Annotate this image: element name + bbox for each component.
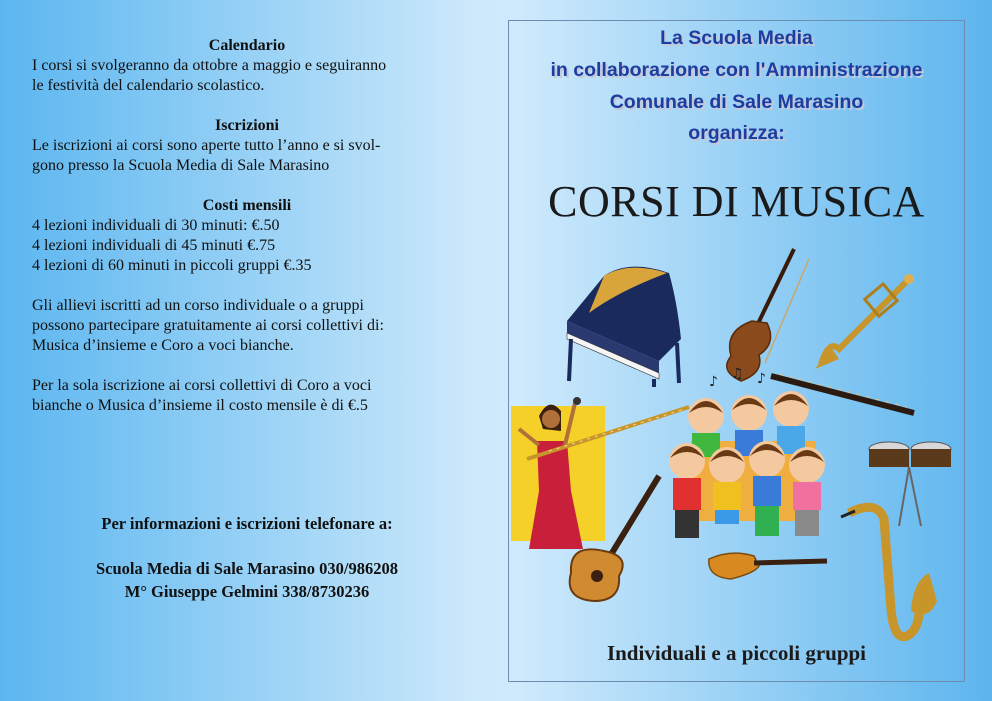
org-line-organizza: organizza:: [688, 122, 785, 144]
org-line-comune: Comunale di Sale Marasino: [609, 91, 864, 113]
sola-iscrizione-section: [32, 376, 462, 416]
grand-piano-icon: [567, 267, 681, 387]
contact-teacher-phone: M° Giuseppe Gelmini 338/8730236: [124, 582, 370, 601]
children-choir-icon: [669, 391, 825, 538]
contact-block: [32, 512, 462, 603]
trumpet-icon: [815, 274, 914, 369]
clipart-illustration: [509, 21, 964, 681]
left-panel: [32, 36, 462, 436]
contact-intro: Per informazioni e iscrizioni telefonare a:: [101, 514, 393, 533]
calendario-heading: Calendario: [208, 37, 286, 54]
page-title: CORSI DI MUSICA: [548, 177, 925, 226]
costi-line: 4 lezioni di 60 minuti in piccoli gruppi €.35: [32, 257, 312, 274]
saxophone-icon: [841, 507, 937, 636]
sola-iscrizione-line: Per la sola iscrizione ai corsi collettivi di Coro a voci: [32, 377, 372, 394]
singer-icon: [511, 397, 605, 549]
svg-text:♪: ♪: [709, 374, 718, 390]
svg-text:♫: ♫: [731, 366, 744, 382]
iscrizioni-section: [32, 116, 462, 176]
sola-iscrizione-line: bianche o Musica d’insieme il costo mensile è di €.5: [32, 397, 368, 414]
iscrizioni-line: gono presso la Scuola Media di Sale Marasino: [32, 157, 330, 174]
contact-spacer: [32, 535, 462, 557]
costi-line: 4 lezioni individuali di 30 minuti: €.50: [32, 217, 280, 234]
page-subtitle: Individuali e a piccoli gruppi: [606, 641, 867, 665]
calendario-line: le festività del calendario scolastico.: [32, 77, 265, 94]
calendario-line: I corsi si svolgeranno da ottobre a maggio e seguiranno: [32, 57, 387, 74]
electric-guitar-icon: [709, 553, 827, 579]
org-line-collaboration: in collaborazione con l'Amministrazione: [550, 59, 923, 81]
collettivi-section: [32, 296, 462, 356]
collettivi-line: Musica d’insieme e Coro a voci bianche.: [32, 337, 294, 354]
costi-line: 4 lezioni individuali di 45 minuti €.75: [32, 237, 276, 254]
org-line-school: La Scuola Media: [660, 27, 813, 49]
collettivi-line: possono partecipare gratuitamente ai corsi collettivi di:: [32, 317, 384, 334]
costi-section: [32, 196, 462, 276]
iscrizioni-line: Le iscrizioni ai corsi sono aperte tutto l’anno e si svol-: [32, 137, 381, 154]
contact-school-phone: Scuola Media di Sale Marasino 030/986208: [95, 559, 399, 578]
costi-heading: Costi mensili: [202, 197, 292, 214]
calendario-section: [32, 36, 462, 96]
cover-panel: [508, 20, 965, 682]
collettivi-line: Gli allievi iscritti ad un corso individuale o a gruppi: [32, 297, 364, 314]
iscrizioni-heading: Iscrizioni: [215, 117, 279, 134]
violin-icon: [727, 249, 809, 381]
svg-text:♪: ♪: [757, 371, 766, 387]
